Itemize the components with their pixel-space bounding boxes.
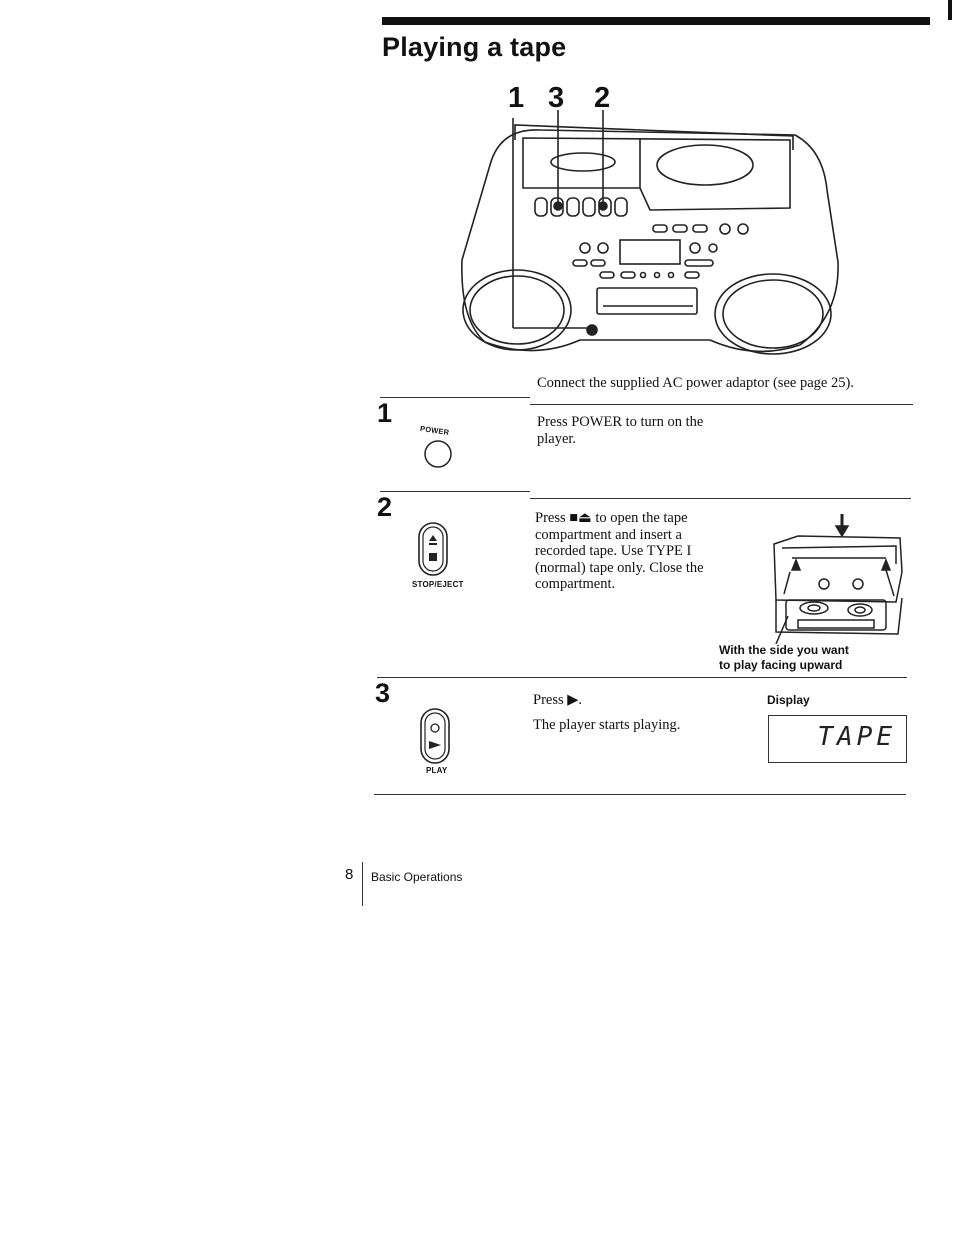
step-2-line: recorded tape. Use TYPE I xyxy=(535,543,692,559)
step-3-text: The player starts playing. xyxy=(533,717,681,733)
corner-mark xyxy=(948,0,952,20)
display-readout: TAPE xyxy=(817,722,896,752)
callout-2: 2 xyxy=(594,82,611,114)
stop-eject-label: STOP/EJECT xyxy=(412,580,464,589)
step-3-press: Press ▶. xyxy=(533,692,583,708)
rule-right-1 xyxy=(530,404,913,405)
step-2-text xyxy=(535,510,704,593)
page-title: Playing a tape xyxy=(382,32,567,62)
rule-bottom xyxy=(374,794,906,795)
rule-right-2 xyxy=(530,498,911,499)
cassette-insert-illustration xyxy=(768,512,908,644)
power-button-label: POWER xyxy=(419,424,450,437)
step-1-text xyxy=(537,414,703,447)
page-number: 8 xyxy=(345,866,354,883)
step-2-line: compartment and insert a xyxy=(535,526,682,543)
callout-3: 3 xyxy=(548,82,565,114)
step-2-line: Press ■⏏ to open the tape xyxy=(535,510,688,526)
play-button-icon xyxy=(417,706,453,766)
display-box xyxy=(768,715,907,763)
rule-left-1 xyxy=(380,397,530,398)
step-1-line: player. xyxy=(537,430,577,447)
callout-1: 1 xyxy=(508,82,525,114)
display-label: Display xyxy=(767,693,810,707)
footer-divider xyxy=(362,862,363,906)
step-2-line: compartment. xyxy=(535,576,616,592)
boombox-illustration xyxy=(455,110,855,365)
step-2-line: (normal) tape only. Close the xyxy=(535,559,704,576)
intro-text: Connect the supplied AC power adaptor (see page 25). xyxy=(537,375,854,391)
rule-left-2 xyxy=(380,491,530,492)
step-1-number: 1 xyxy=(377,398,393,428)
step-1-line: Press POWER to turn on the xyxy=(537,414,704,430)
rule-3 xyxy=(377,677,907,678)
step-3-number: 3 xyxy=(375,678,391,708)
play-label: PLAY xyxy=(426,766,448,775)
cassette-caption xyxy=(719,643,849,673)
caption-line: With the side you want xyxy=(719,643,849,657)
caption-line: to play facing upward xyxy=(719,658,843,672)
step-2-number: 2 xyxy=(377,492,393,522)
footer-section: Basic Operations xyxy=(371,870,463,884)
header-rule xyxy=(382,17,930,25)
stop-eject-button-icon xyxy=(415,520,451,578)
